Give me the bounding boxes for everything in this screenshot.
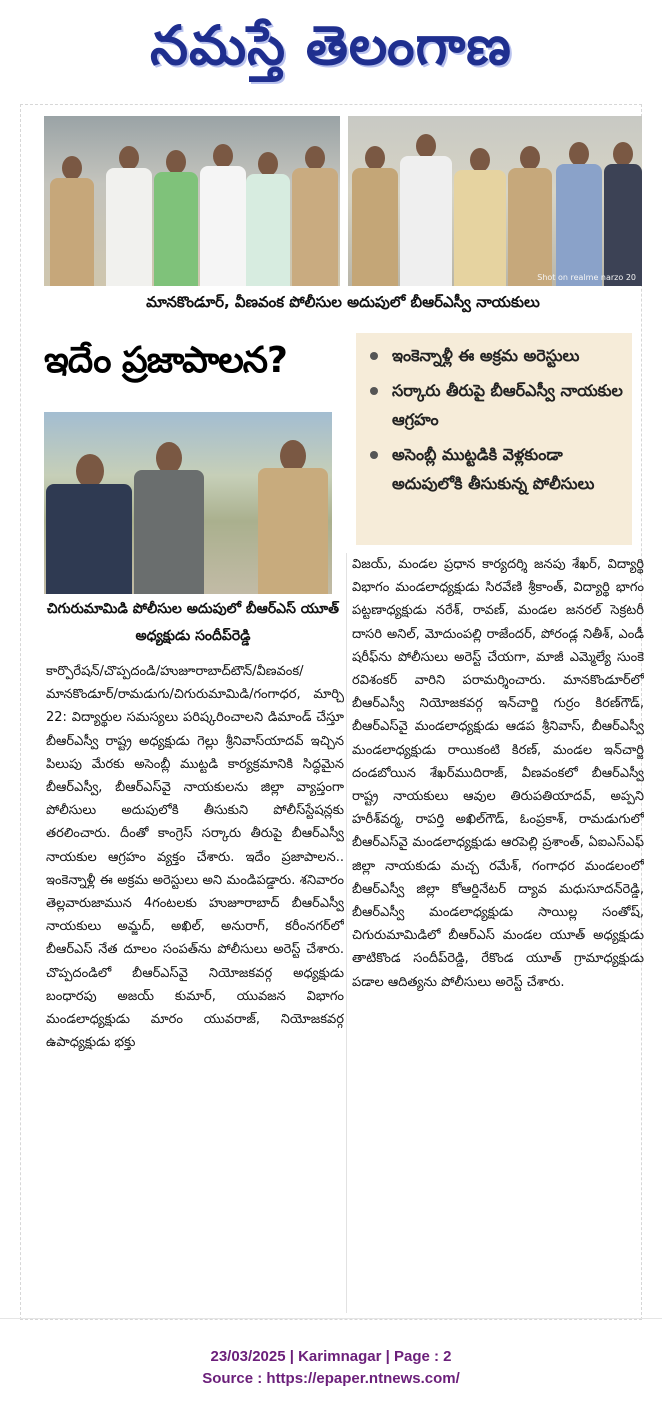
camera-watermark: Shot on realme narzo 20 xyxy=(537,273,636,282)
bullet-icon xyxy=(370,451,378,459)
photo-chigurumamidi-arrest xyxy=(44,412,332,594)
person-figure xyxy=(134,442,204,594)
headline: ఇదేం ప్రజాపాలన? xyxy=(44,340,287,381)
bullet-icon xyxy=(370,352,378,360)
highlight-item: ఇంకెన్నాళ్లీ ఈ అక్రమ అరెస్టులు xyxy=(366,341,624,370)
highlights-box xyxy=(356,333,632,545)
person-figure xyxy=(352,146,398,286)
footer-divider xyxy=(0,1318,662,1319)
photo-veenavanka-group xyxy=(348,116,642,286)
person-figure xyxy=(604,142,642,286)
person-figure xyxy=(246,152,290,286)
footer xyxy=(0,1346,662,1390)
highlight-item: అసెంబ్లీ ముట్టడికి వెళ్లకుండా అదుపులోకి తీసుకున్న పోలీసులు xyxy=(366,440,624,498)
photo-manakondur-group xyxy=(44,116,340,286)
footer-source-link[interactable]: Source : https://epaper.ntnews.com/ xyxy=(202,1370,460,1387)
person-figure xyxy=(292,146,338,286)
person-figure xyxy=(400,134,452,286)
bullet-icon xyxy=(370,387,378,395)
person-figure xyxy=(50,156,94,286)
person-figure xyxy=(258,440,328,594)
person-figure xyxy=(454,148,506,286)
person-figure xyxy=(200,144,246,286)
person-figure xyxy=(106,146,152,286)
footer-meta: 23/03/2025 | Karimnagar | Page : 2 xyxy=(210,1348,452,1365)
masthead xyxy=(0,0,662,100)
article-column-right: విజయ్, మండల ప్రధాన కార్యదర్శి జనపు శేఖర్, విద్యార్థి విభాగం మండలాధ్యక్షుడు సిరవేణి శ్రీకాంత్, విద్యార్థి భాగం పట్టణాధ్యక్షుడు నరేశ్, రావణ్, మండల జనరల్ సెక్రటరీ దాసరి అనిల్, మోదుంపల్లి రాజేందర్, పోరండ్ల నితీశ్, ఎండీ షరీఫ్‌ను పోలీసులు అరెస్ట్ చేయగా, మాజీ ఎమ్మెల్యే సుంకె రవిశంకర్ వారిని పరామర్శించారు. మానకొండూర్‌లో బీఆర్‌ఎస్వీ నియోజకవర్గ ఇన్‌చార్జి గుర్రం కిరణ్‌గౌడ్, బీఆర్‌ఎస్‌వై మండలాధ్యక్షుడు ఆడప శ్రీనివాస్, బీఆర్‌ఎస్వీ మండలాధ్యక్షుడు రాయికంటి కిరణ్, మండల ఇన్‌చార్జి దండబోయిన శేఖర్‌ముదిరాజ్, వీణవంకలో బీఆర్‌ఎస్వీ రాష్ట్ర నాయకులు ఆవుల తిరుపతియాదవ్, అప్పని హరీశ్‌వర్మ, రాపర్తి అఖిల్‌గౌడ్, ఓంప్రకాశ్, రామడుగులో బీఆర్‌ఎస్‌వై మండలాధ్యక్షుడు ఆరపెల్లి ప్రశాంత్, ఏఐఎస్‌ఎఫ్ జిల్లా నాయకుడు మచ్చ రమేశ్, గంగాధర మండలంలో బీఆర్‌ఎస్వీ జిల్లా కోఆర్డినేటర్ ద్యావ మధుసూదన్‌రెడ్డి, బీఆర్‌ఎస్వీ మండలాధ్యక్షుడు సాయిల్ల సంతోష్, చిగురుమామిడిలో బీఆర్‌ఎస్ మండల యూత్ అధ్యక్షుడు తాటికొండ సందీప్‌రెడ్డి, రేకొండ యూత్ గ్రామాధ్యక్షుడు పడాల ఆదిత్యను పోలీసులు అరెస్ట్ చేశారు. xyxy=(352,557,644,990)
person-figure xyxy=(508,146,552,286)
photo-caption-inset: చిగురుమామిడి పోలీసుల అదుపులో బీఆర్‌ఎస్ యూత్ అధ్యక్షుడు సందీప్‌రెడ్డి xyxy=(46,601,340,644)
person-figure xyxy=(154,150,198,286)
newspaper-logo: నమస్తే తెలంగాణ xyxy=(150,14,512,77)
person-figure xyxy=(556,142,602,286)
column-divider xyxy=(346,553,347,1313)
photo-caption-top: మానకొండూర్, వీణవంక పోలీసుల అదుపులో బీఆర్‌ఎస్వీ నాయకులు xyxy=(146,293,540,311)
article-column-left: కార్పొరేషన్/చొప్పదండి/హుజూరాబాద్‌టౌన్/వీణవంక/మానకొండూర్/రామడుగు/చిగురుమామిడి/గంగాధర, మార్చి 22: విద్యార్థుల సమస్యలు పరిష్కరించాలని డిమాండ్ చేస్తూ బీఆర్‌ఎస్వీ రాష్ట్ర అధ్యక్షుడు గెల్లు శ్రీనివాస్‌యాదవ్ ఇచ్చిన పిలుపు మేరకు అసెంబ్లీ ముట్టడి కార్యక్రమానికి సిద్ధమైన బీఆర్‌ఎస్వీ, బీఆర్‌ఎస్‌వై నాయకులను జిల్లా వ్యాప్తంగా పోలీసులు అదుపులోకి తీసుకుని పోలీస్‌స్టేషన్లకు తరలించారు. దీంతో కాంగ్రెస్ సర్కారు తీరుపై బీఆర్‌ఎస్వీ నాయకుల ఆగ్రహం వ్యక్తం చేశారు. ఇదేం ప్రజాపాలన.. ఇంకెన్నాళ్లీ ఈ అక్రమ అరెస్టులు అని మండిపడ్డారు. శనివారం తెల్లవారుజామున 4గంటలకు హుజూరాబాద్ బీఆర్‌ఎస్వీ నాయకులు అమ్జద్, అఖిల్, అనురాగ్, కరీంనగర్‌లో బీఆర్‌ఎస్ నేత దూలం సంపత్‌ను పోలీసులు అరెస్ట్ చేశారు. చొప్పదండిలో బీఆర్‌ఎస్‌వై నియోజకవర్గ అధ్యక్షుడు బంధారపు అజయ్ కుమార్, యువజన విభాగం మండలాధ్యక్షుడు మారం యువరాజ్, నియోజకవర్గ ఉపాధ్యక్షుడు భక్తు xyxy=(46,664,344,1051)
highlight-item: సర్కారు తీరుపై బీఆర్‌ఎస్వీ నాయకుల ఆగ్రహం xyxy=(366,376,624,434)
person-figure xyxy=(46,454,132,594)
